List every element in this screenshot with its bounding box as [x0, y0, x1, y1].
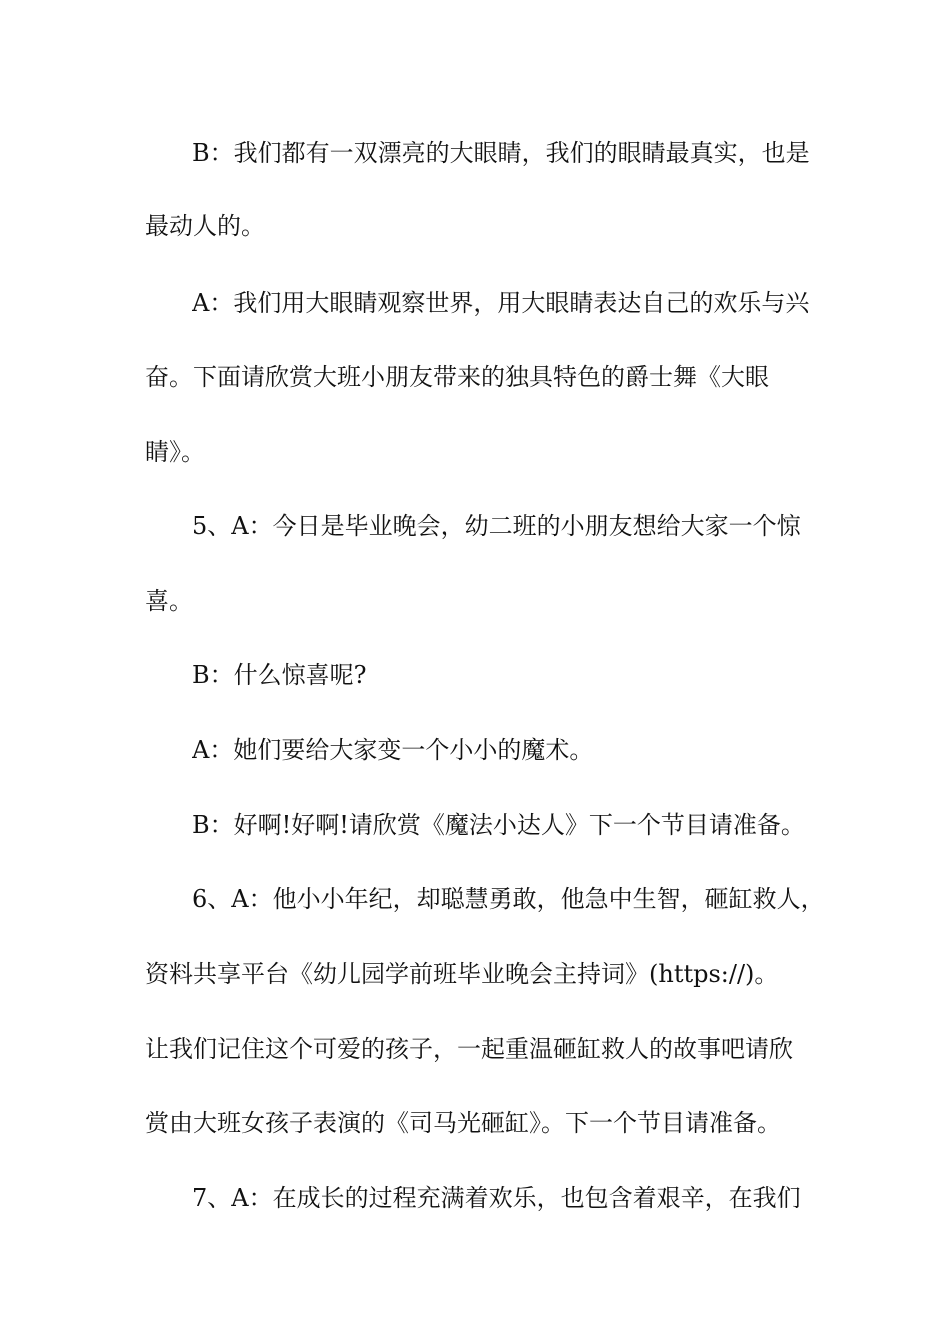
paragraph-line: 让我们记住这个可爱的孩子，一起重温砸缸救人的故事吧请欣 — [145, 1035, 793, 1063]
paragraph-line: A：她们要给大家变一个小小的魔术。 — [192, 736, 594, 764]
paragraph-line: 喜。 — [145, 587, 193, 615]
paragraph-line: A：我们用大眼睛观察世界，用大眼睛表达自己的欢乐与兴 — [192, 289, 810, 317]
paragraph-line: B：我们都有一双漂亮的大眼睛，我们的眼睛最真实，也是 — [192, 139, 810, 167]
paragraph-line: 睛》。 — [145, 438, 205, 466]
paragraph-line: 奋。下面请欣赏大班小朋友带来的独具特色的爵士舞《大眼 — [145, 363, 769, 391]
paragraph-line: B：什么惊喜呢? — [192, 661, 367, 689]
paragraph-line: 最动人的。 — [145, 212, 265, 240]
paragraph-line: 5、A：今日是毕业晚会，幼二班的小朋友想给大家一个惊 — [192, 512, 801, 540]
paragraph-line: B：好啊!好啊!请欣赏《魔法小达人》下一个节目请准备。 — [192, 811, 805, 839]
paragraph-line: 资料共享平台《幼儿园学前班毕业晚会主持词》(https://)。 — [145, 960, 779, 988]
paragraph-line: 6、A：他小小年纪，却聪慧勇敢，他急中生智，砸缸救人， — [192, 885, 825, 913]
paragraph-line: 7、A：在成长的过程充满着欢乐，也包含着艰辛，在我们 — [192, 1184, 801, 1212]
paragraph-line: 赏由大班女孩子表演的《司马光砸缸》。下一个节目请准备。 — [145, 1109, 781, 1137]
